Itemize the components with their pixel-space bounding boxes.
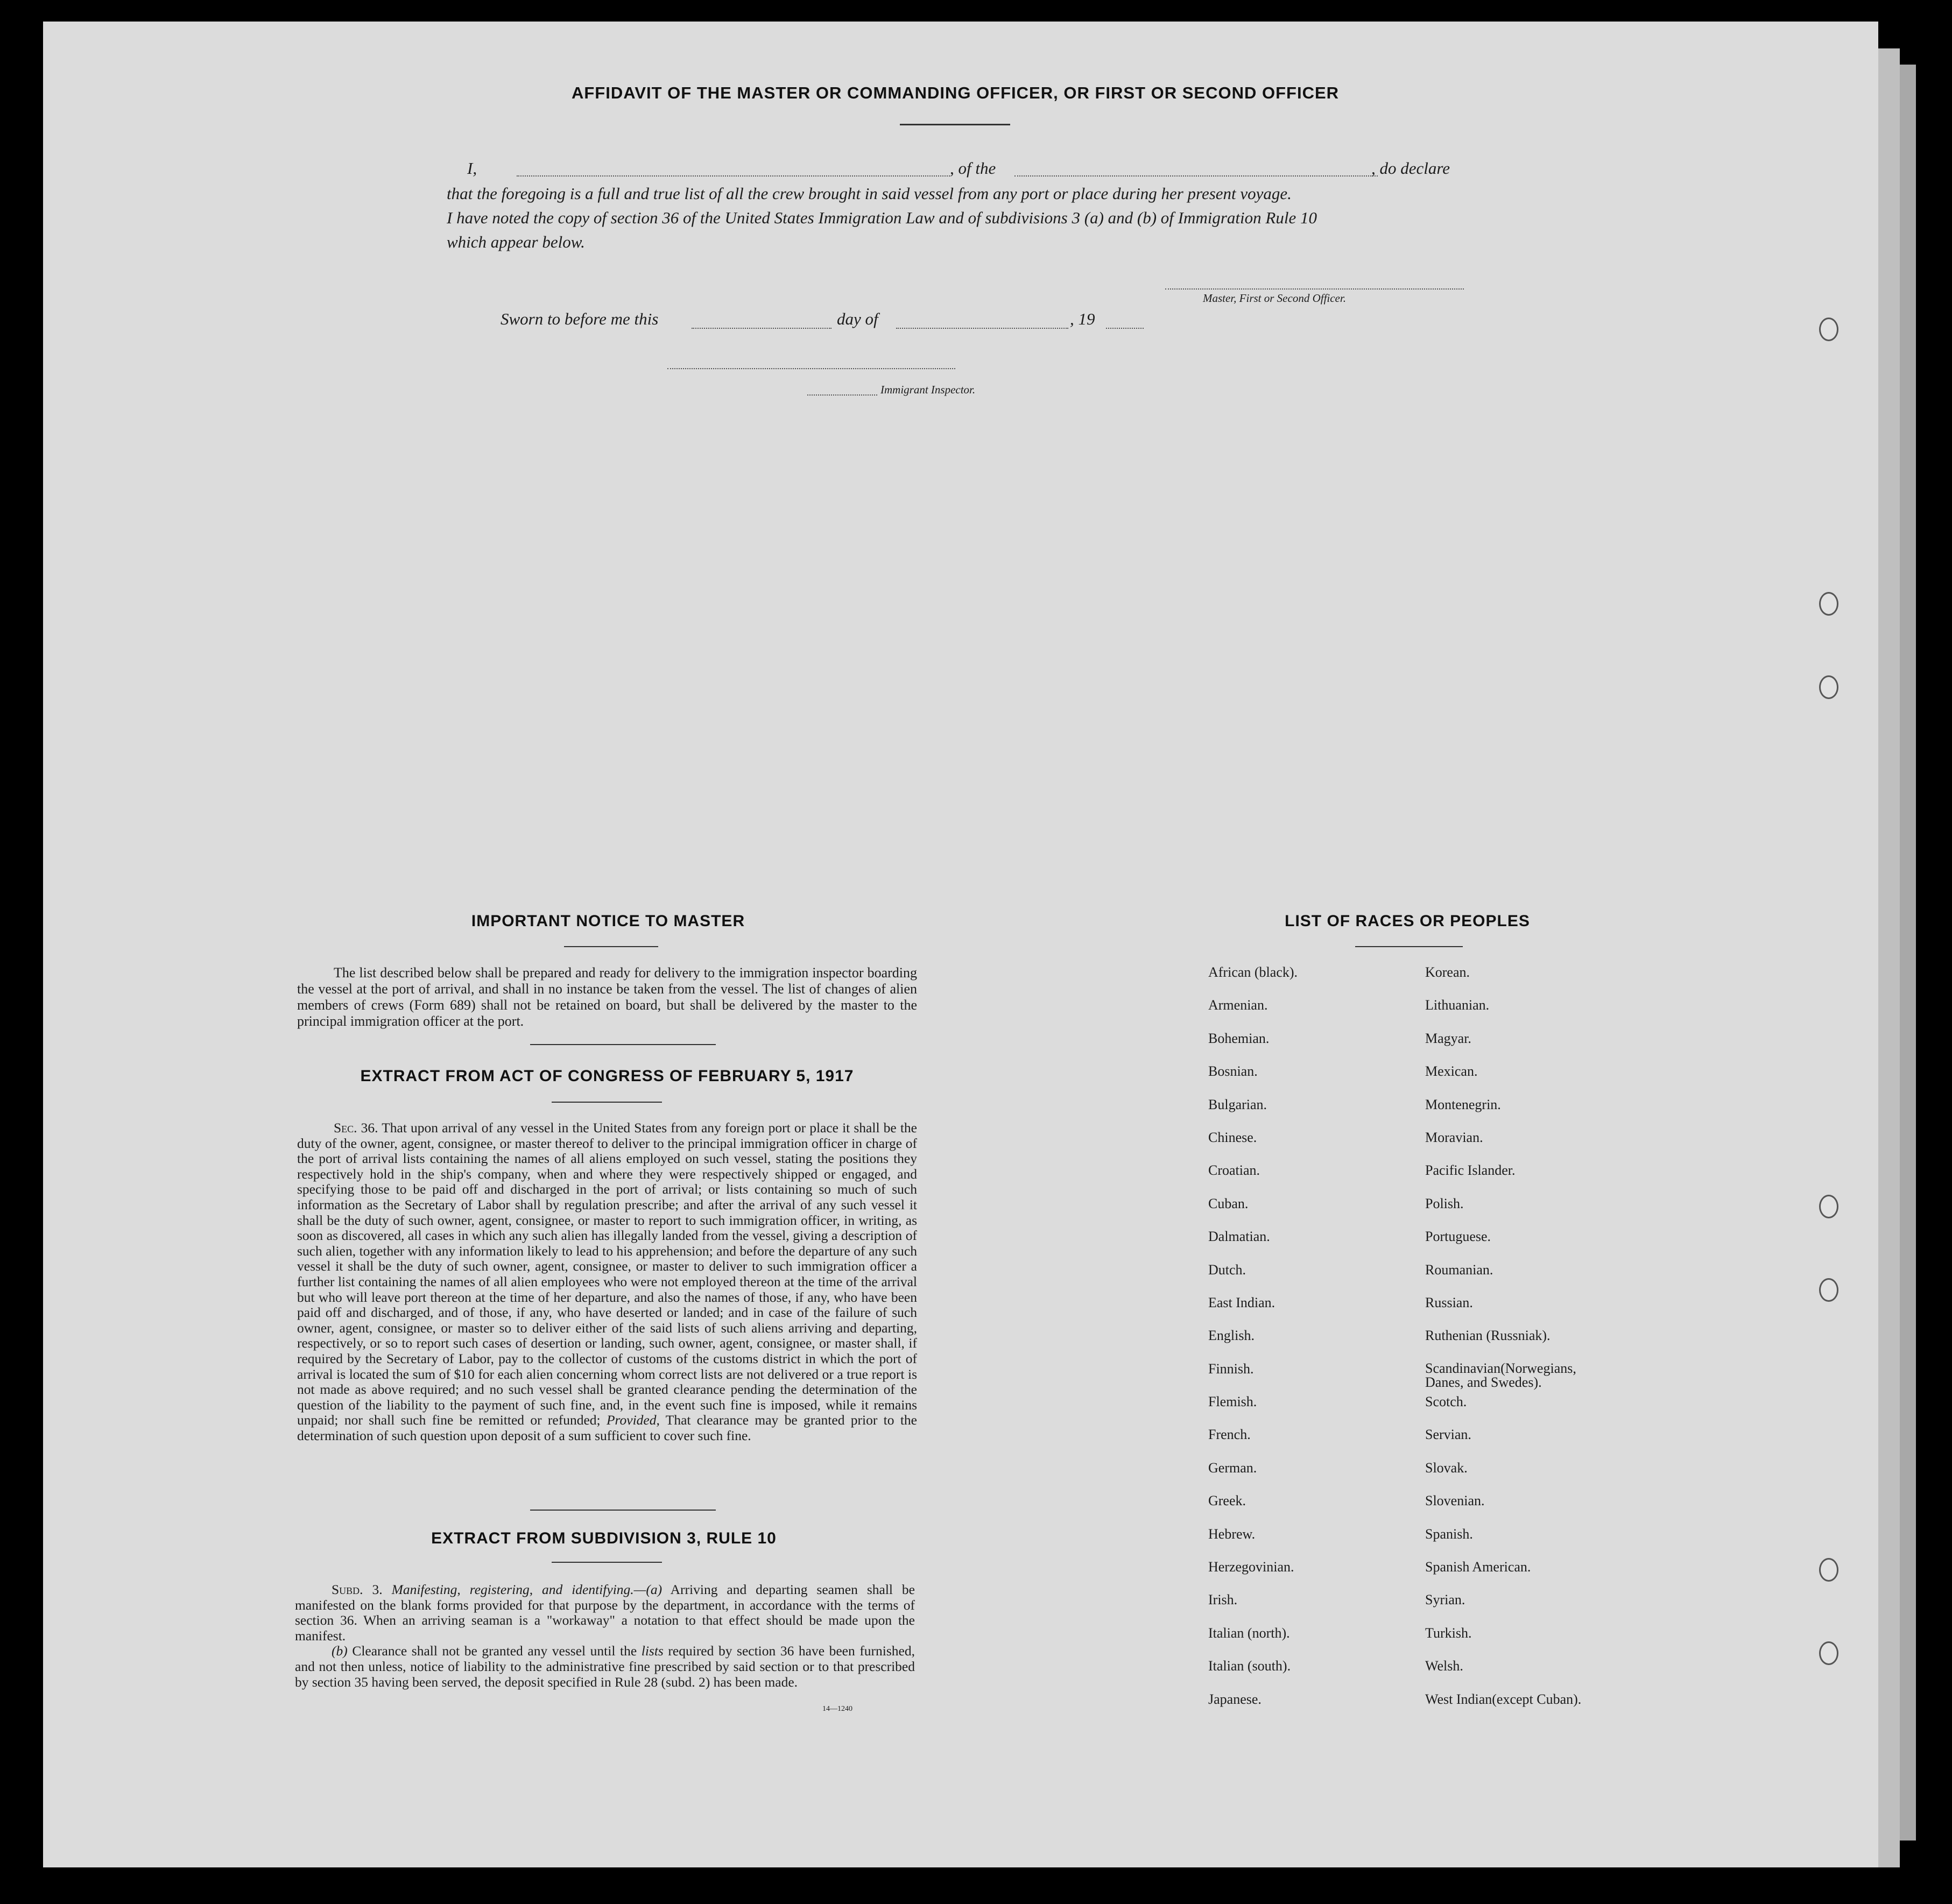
race-item: Scandinavian(Norwegians, Danes, and Swedes). xyxy=(1425,1360,1576,1390)
race-item: Ruthenian (Russniak). xyxy=(1425,1328,1551,1344)
rule-b-text-1: Clearance shall not be granted any vessel until the xyxy=(352,1643,637,1659)
race-item: Russian. xyxy=(1425,1294,1473,1310)
race-item: Scotch. xyxy=(1425,1394,1467,1410)
affidavit-line-2: that the foregoing is a full and true list of all the crew brought in said vessel from any port or place during her present voyage. xyxy=(447,184,1292,203)
underlying-sheet-edge xyxy=(1878,48,1900,1867)
sworn-label: Sworn to before me this xyxy=(501,309,659,328)
notice-heading-rule xyxy=(564,946,658,947)
race-item: African (black). xyxy=(1208,964,1298,980)
race-item: Syrian. xyxy=(1425,1592,1465,1608)
race-item: Herzegovinian. xyxy=(1208,1559,1294,1575)
race-item: Flemish. xyxy=(1208,1394,1257,1410)
affidavit-title-rule xyxy=(900,124,1010,125)
act-provided: Provided, xyxy=(606,1412,660,1428)
notice-heading: IMPORTANT NOTICE TO MASTER xyxy=(471,912,745,930)
race-item: Hebrew. xyxy=(1208,1526,1256,1542)
rule-b-text-2: required by section 36 have been furnished, and not then unless, notice of liability to the administrative fine prescribed by said section or to that prescribed by section 35 having been served, the deposit specified in Rule 28 (subd. 2) has been made. xyxy=(295,1643,915,1690)
race-item: West Indian(except Cuban). xyxy=(1425,1691,1582,1707)
rule-a-label: —(a) xyxy=(633,1582,663,1597)
race-item: German. xyxy=(1208,1459,1257,1476)
rule-subd-label: Subd. 3. xyxy=(332,1582,383,1597)
race-item: Japanese. xyxy=(1208,1691,1262,1707)
punch-hole xyxy=(1819,318,1838,341)
inspector-blank-top xyxy=(667,368,955,369)
act-section-label: Sec. 36. xyxy=(334,1120,378,1136)
race-item: Roumanian. xyxy=(1425,1261,1493,1278)
signature-blank xyxy=(1165,288,1464,290)
inspector-caption: Immigrant Inspector. xyxy=(880,383,976,396)
underlying-sheet-edge-2 xyxy=(1900,65,1916,1840)
race-item: Korean. xyxy=(1425,964,1470,980)
race-item: Irish. xyxy=(1208,1592,1238,1608)
race-item: Magyar. xyxy=(1425,1030,1471,1046)
race-item: Slovak. xyxy=(1425,1459,1468,1476)
race-item: French. xyxy=(1208,1427,1251,1443)
race-item: Moravian. xyxy=(1425,1129,1483,1145)
affidavit-name-blank xyxy=(517,175,950,177)
race-item: Italian (south). xyxy=(1208,1658,1291,1674)
rule-heading-rule xyxy=(552,1562,662,1563)
affidavit-i-label: I, xyxy=(467,159,477,178)
race-item: Turkish. xyxy=(1425,1625,1472,1641)
rule-text xyxy=(295,1582,915,1690)
act-text xyxy=(297,1120,917,1443)
sworn-day-blank xyxy=(692,327,831,329)
signature-caption: Master, First or Second Officer. xyxy=(1203,292,1346,305)
act-divider xyxy=(530,1510,716,1511)
sworn-year-blank xyxy=(1106,327,1144,329)
punch-hole xyxy=(1819,1195,1838,1218)
race-item: Italian (north). xyxy=(1208,1625,1290,1641)
rule-b-lists: lists xyxy=(641,1643,664,1659)
race-item: Dutch. xyxy=(1208,1261,1246,1278)
race-item: Spanish. xyxy=(1425,1526,1473,1542)
race-item: Dalmatian. xyxy=(1208,1229,1270,1245)
inspector-blank xyxy=(807,394,877,396)
punch-hole xyxy=(1819,1558,1838,1582)
races-column-1 xyxy=(1208,965,1413,1725)
race-item: Portuguese. xyxy=(1425,1229,1491,1245)
punch-hole xyxy=(1819,592,1838,616)
races-heading: LIST OF RACES OR PEOPLES xyxy=(1285,912,1530,930)
race-item: Bohemian. xyxy=(1208,1030,1270,1046)
punch-hole xyxy=(1819,1278,1838,1302)
race-item: Slovenian. xyxy=(1425,1493,1485,1509)
affidavit-line-4: which appear below. xyxy=(447,232,585,251)
act-text-b: That clearance may be granted prior to the determination of such question upon deposit of a sum sufficient to cover such fine. xyxy=(297,1412,917,1443)
race-item: English. xyxy=(1208,1328,1255,1344)
rule-subd-title: Manifesting, registering, and identifying. xyxy=(391,1582,634,1597)
races-heading-rule xyxy=(1355,946,1463,947)
act-heading: EXTRACT FROM ACT OF CONGRESS OF FEBRUARY 5, 1917 xyxy=(360,1067,854,1085)
rule-a-text: Arriving and departing seamen shall be manifested on the blank forms provided for that purpose by the department, in accordance with the terms of section 36. When an arriving seaman is a "workaway" a notation to that effect should be made upon the manifest. xyxy=(295,1582,915,1644)
race-item: Polish. xyxy=(1425,1195,1464,1211)
race-item: Mexican. xyxy=(1425,1063,1478,1080)
act-heading-rule xyxy=(552,1102,662,1103)
affidavit-of-the: , of the xyxy=(950,159,996,178)
race-item: East Indian. xyxy=(1208,1294,1276,1310)
sworn-year-prefix: , 19 xyxy=(1070,309,1095,328)
race-item: Welsh. xyxy=(1425,1658,1463,1674)
form-number: 14—1240 xyxy=(822,1705,852,1713)
races-column-2 xyxy=(1425,965,1640,1725)
race-item: Chinese. xyxy=(1208,1129,1257,1145)
sworn-month-blank xyxy=(896,327,1068,329)
sworn-day-of: day of xyxy=(837,309,878,328)
rule-b-label: (b) xyxy=(332,1643,348,1659)
race-item: Montenegrin. xyxy=(1425,1096,1501,1112)
affidavit-vessel-blank xyxy=(1014,175,1378,177)
affidavit-line-3: I have noted the copy of section 36 of the United States Immigration Law and of subdivisions 3 (a) and (b) of Immigration Rule 10 xyxy=(447,208,1317,227)
race-item: Spanish American. xyxy=(1425,1559,1531,1575)
notice-divider xyxy=(530,1044,716,1045)
race-item: Pacific Islander. xyxy=(1425,1162,1516,1179)
race-item: Finnish. xyxy=(1208,1360,1254,1377)
race-item: Servian. xyxy=(1425,1427,1471,1443)
punch-hole xyxy=(1819,675,1838,699)
notice-text: The list described below shall be prepared and ready for delivery to the immigration inspector boarding the vessel at the port of arrival, and shall in no instance be taken from the vessel. The list of changes of alien members of crews (Form 689) shall not be retained on board, but shall be delivered by the master to the principal immigration officer at the port. xyxy=(297,965,917,1029)
rule-heading: EXTRACT FROM SUBDIVISION 3, RULE 10 xyxy=(431,1529,777,1547)
affidavit-do-declare: , do declare xyxy=(1371,159,1450,178)
race-item: Bosnian. xyxy=(1208,1063,1258,1080)
race-item: Lithuanian. xyxy=(1425,997,1490,1013)
race-item: Greek. xyxy=(1208,1493,1246,1509)
affidavit-title: AFFIDAVIT OF THE MASTER OR COMMANDING OFFICER, OR FIRST OR SECOND OFFICER xyxy=(571,83,1340,102)
race-item: Croatian. xyxy=(1208,1162,1260,1179)
race-item: Cuban. xyxy=(1208,1195,1249,1211)
punch-hole xyxy=(1819,1641,1838,1665)
race-item: Bulgarian. xyxy=(1208,1096,1267,1112)
race-item: Armenian. xyxy=(1208,997,1268,1013)
act-text-a: That upon arrival of any vessel in the United States from any foreign port or place it shall be the duty of the owner, agent, consignee, or master thereof to deliver to the principal immigration officer in charge of the port of arrival lists containing the names of all aliens employed on such vessel, stating the positions they respectively hold in the ship's company, when and where they were respectively shipped or engaged, and specifying those to be paid off and discharged in the port of arrival; or lists containing so much of such information as the Secretary of Labor shall by regulation prescribe; and after the arrival of any such vessel it shall be the duty of such owner, agent, consignee, or master to report to such immigration officer, in writing, as soon as discovered, all cases in which any such alien has illegally landed from the vessel, giving a description of such alien, together with any information likely to lead to his apprehension; and before the departure of any such vessel it shall be the duty of such owner, agent, consignee, or master to deliver to such immigration officer a further list containing the names of all alien employees who were not employed thereon at the time of the arrival but who will leave port thereon at the time of her departure, and also the names of those, if any, who have been paid off and discharged, and of those, if any, who have deserted or landed; and in case of the failure of such owner, agent, consignee, or master so to deliver either of the said lists of such aliens arriving and departing, respectively, or so to report such cases of desertion or landing, such owner, agent, consignee, or master shall, if required by the Secretary of Labor, pay to the collector of customs of the customs district in which the port of arrival is located the sum of $10 for each alien concerning whom correct lists are not delivered or a true report is not made as above required; and no such vessel shall be granted clearance pending the determination of the question of the liability to the payment of such fine, and, in the event such fine is imposed, while it remains unpaid; nor shall such fine be remitted or refunded; xyxy=(297,1120,917,1428)
